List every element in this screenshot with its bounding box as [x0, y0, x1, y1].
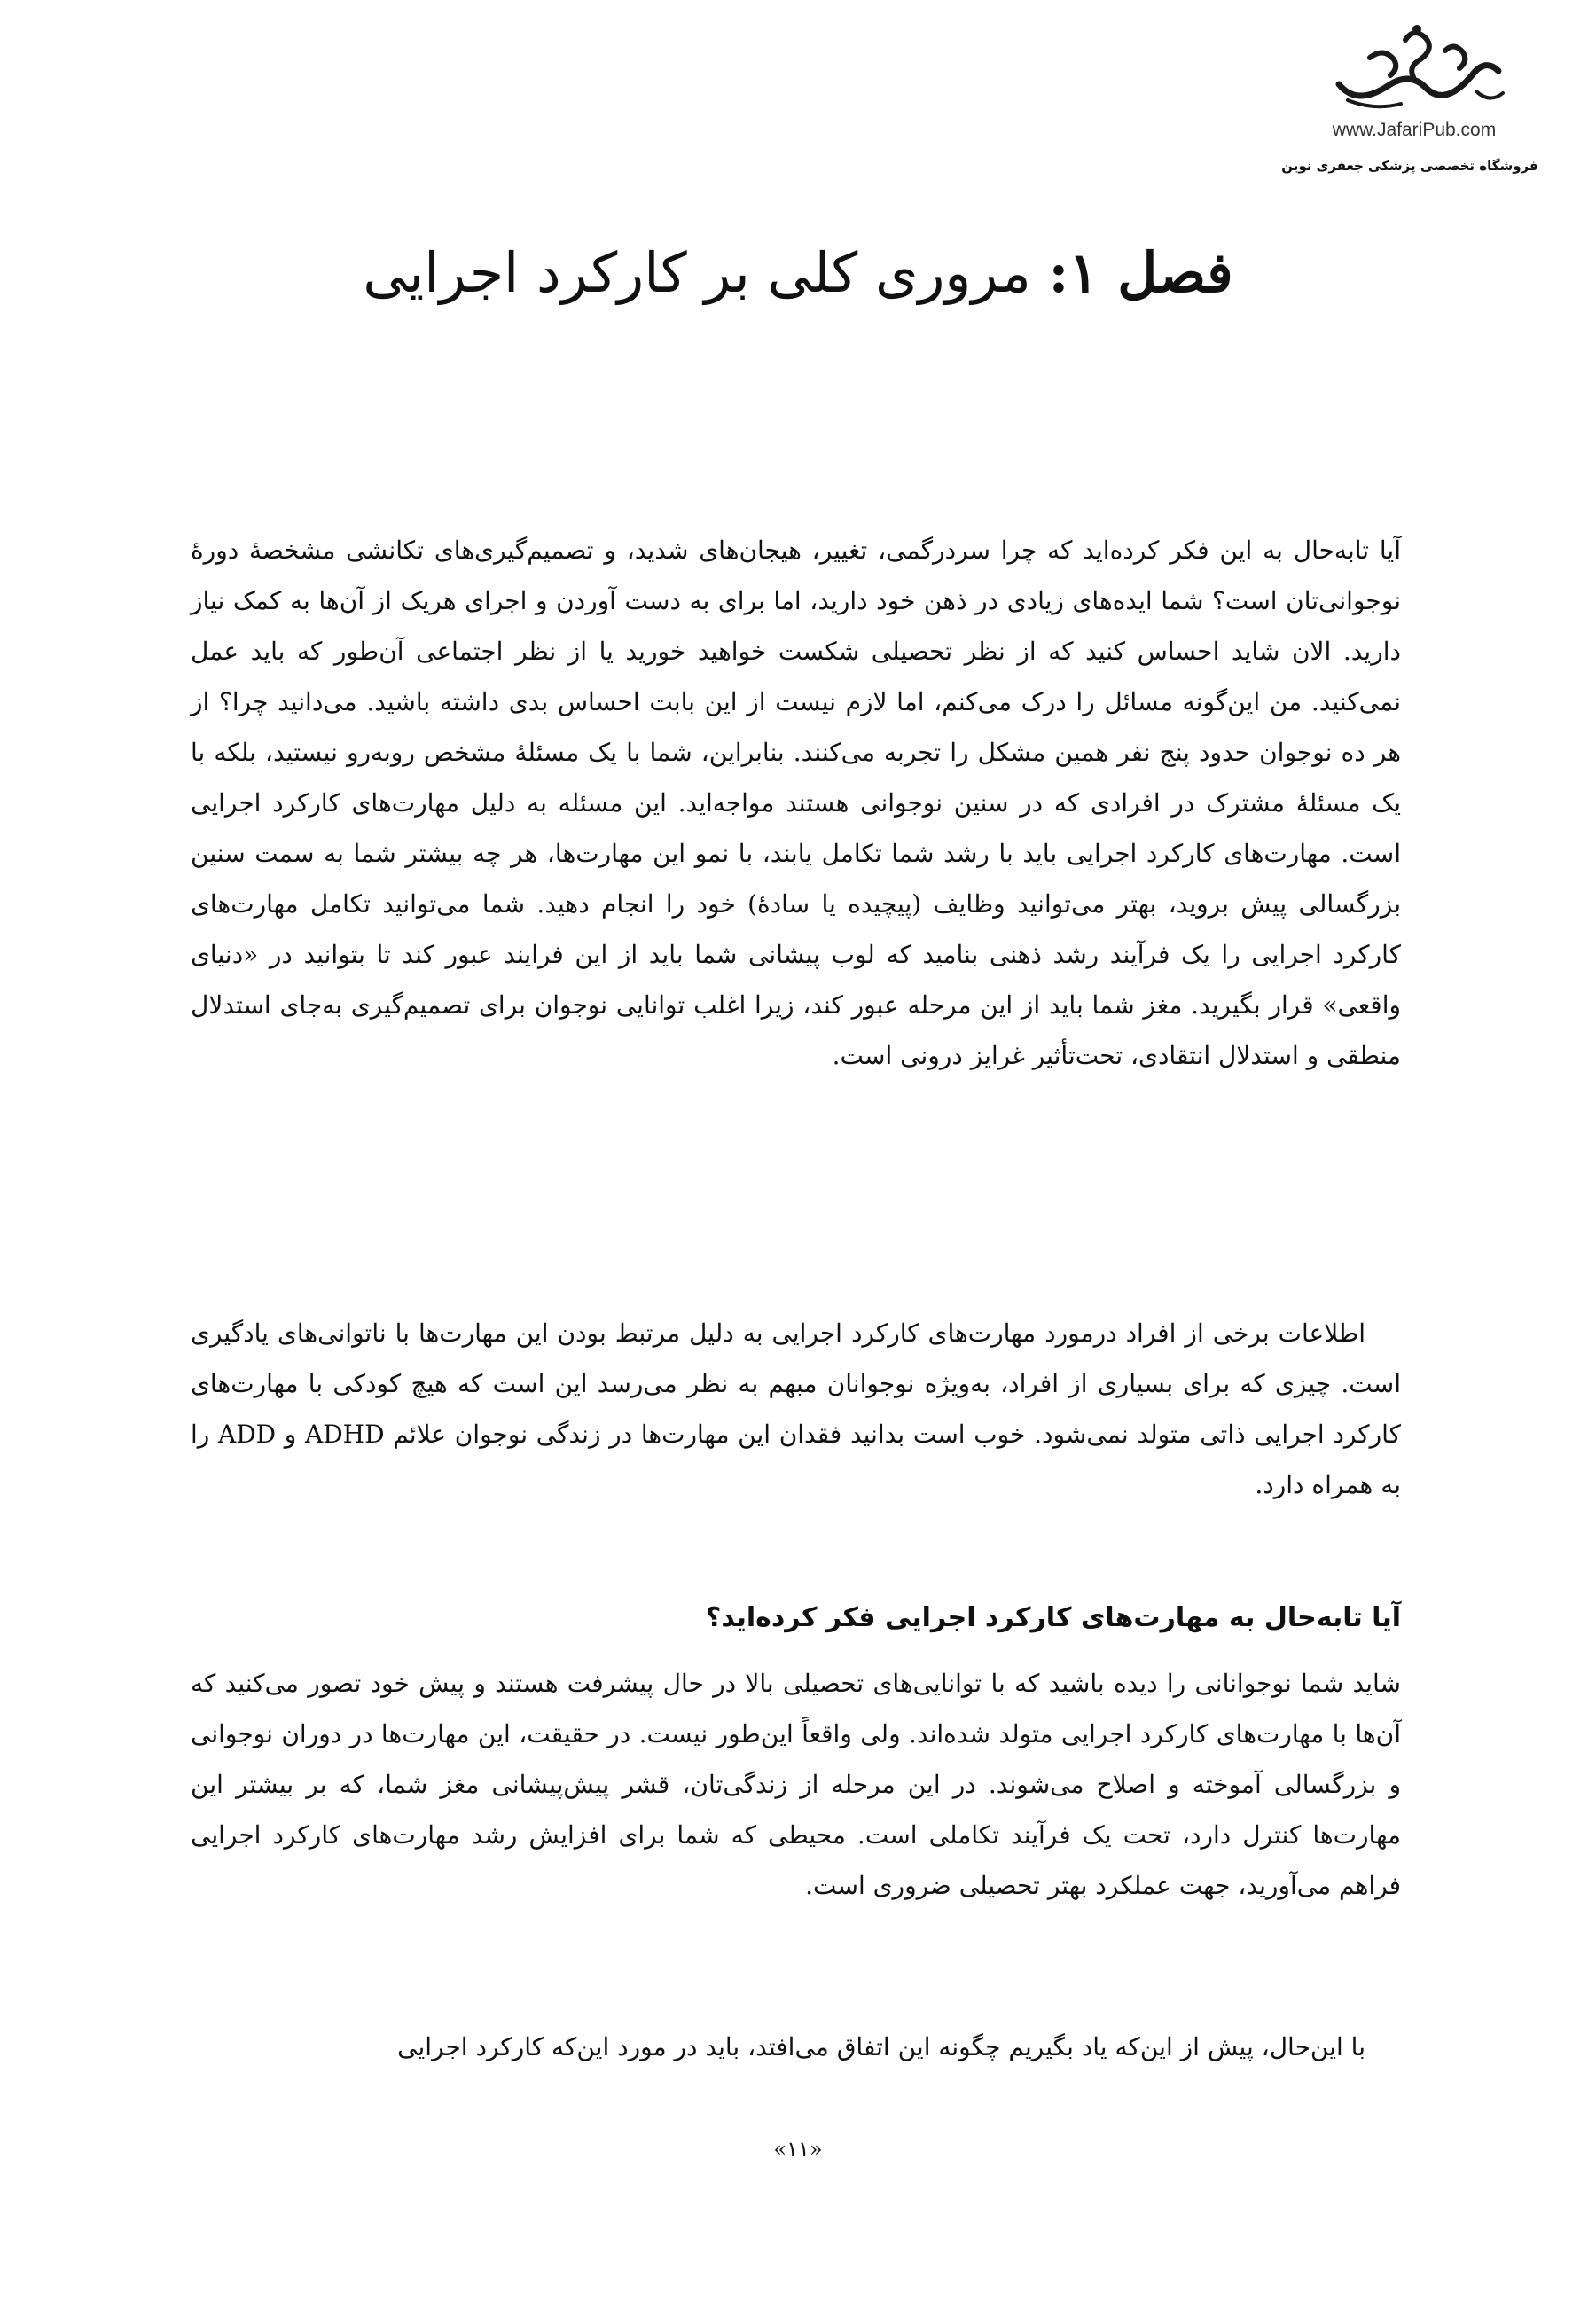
chapter-title [191, 220, 1405, 326]
body-paragraph: با این‌حال، پیش از این‌که یاد بگیریم چگونه این اتفاق می‌افتد، باید در مورد این‌که کارکرد اجرایی [397, 2032, 1365, 2061]
chapter-number: فصل ۱: [1048, 240, 1233, 305]
section-heading: آیا تابه‌حال به مهارت‌های کارکرد اجرایی فکر کرده‌اید؟ [705, 1602, 1401, 1633]
page-number: «۱۱» [773, 2137, 823, 2162]
body-paragraph: آیا تابه‌حال به این فکر کرده‌اید که چرا سردرگمی، تغییر، هیجان‌های شدید، و تصمیم‌گیری‌های تکانشی مشخصهٔ دورهٔ نوجوانی‌تان است؟ شما ایده‌های زیادی در ذهن خود دارید، اما برای به دست آوردن و اجرای هریک از آن‌ها به کمک نیاز دارید. الان شاید احساس کنید که از نظر تحصیلی شکست خواهید خورید یا از نظر اجتماعی آن‌طور که باید عمل نمی‌کنید. من این‌گونه مسائل را درک می‌کنم، اما لازم نیست از این بابت احساس بدی داشته باشید. می‌دانید چرا؟ از هر ده نوجوان حدود پنج نفر همین مشکل را تجربه می‌کنند. بنابراین، شما با یک مسئلهٔ مشخص روبه‌رو نیستید، بلکه با یک مسئلهٔ مشترک در افرادی که در سنین نوجوانی هستند مواجه‌اید. این مسئله به دلیل مهارت‌های کارکرد اجرایی است. مهارت‌های کارکرد اجرایی باید با رشد شما تکامل یابند، با نمو این مهارت‌ها، هر چه بیشتر شما به سمت سنین بزرگسالی پیش بروید، بهتر می‌توانید وظایف (پیچیده یا سادهٔ) خود را انجام دهید. شما می‌توانید تکامل مهارت‌های کارکرد اجرایی را یک فرآیند رشد ذهنی بنامید که لوب پیشانی شما باید از این فرایند عبور کند تا بتوانید در «دنیای واقعی» قرار بگیرید. مغز شما باید از این مرحله عبور کند، زیرا اغلب توانایی نوجوان برای تصمیم‌گیری به‌جای استدلال منطقی و استدلال انتقادی، تحت‌تأثیر غرایز درونی است. [191, 536, 1402, 1070]
publisher-store-name: فروشگاه تخصصی پزشکی جعفری نوین [1281, 158, 1538, 174]
body-paragraph: شاید شما نوجوانانی را دیده باشید که با توانایی‌های تحصیلی بالا در حال پیشرفت هستند و پیش خود تصور می‌کنید که آن‌ها با مهارت‌های کارکرد اجرایی متولد شده‌اند. ولی واقعاً این‌طور نیست. در حقیقت، این مهارت‌ها در دوران نوجوانی و بزرگسالی آموخته و اصلاح می‌شوند. در این مرحله از زندگی‌تان، قشر پیش‌پیشانی مغز شما، که بر بیشتر این مهارت‌ها کنترل دارد، تحت یک فرآیند تکاملی است. محیطی که شما برای افزایش رشد مهارت‌های کارکرد اجرایی فراهم می‌آورید، جهت عملکرد بهتر تحصیلی ضروری است. [191, 1669, 1402, 1900]
body-paragraph: اطلاعات برخی از افراد درمورد مهارت‌های کارکرد اجرایی به دلیل مرتبط بودن این مهارت‌ها با ناتوانی‌های یادگیری است. چیزی که برای بسیاری از افراد، به‌ویژه نوجوانان مبهم به نظر می‌رسد این است که هیچ کودکی با مهارت‌های کارکرد اجرایی ذاتی متولد نمی‌شود. خوب است بدانید فقدان این مهارت‌ها در زندگی نوجوان علائم ADHD و ADD را به همراه دارد. [191, 1318, 1402, 1499]
chapter-title-text: مروری کلی بر کارکرد اجرایی [363, 240, 1031, 305]
publisher-url[interactable]: www.JafariPub.com [1332, 120, 1497, 140]
publisher-logo-icon [1321, 22, 1507, 120]
publisher-logo-block[interactable] [1277, 22, 1543, 177]
